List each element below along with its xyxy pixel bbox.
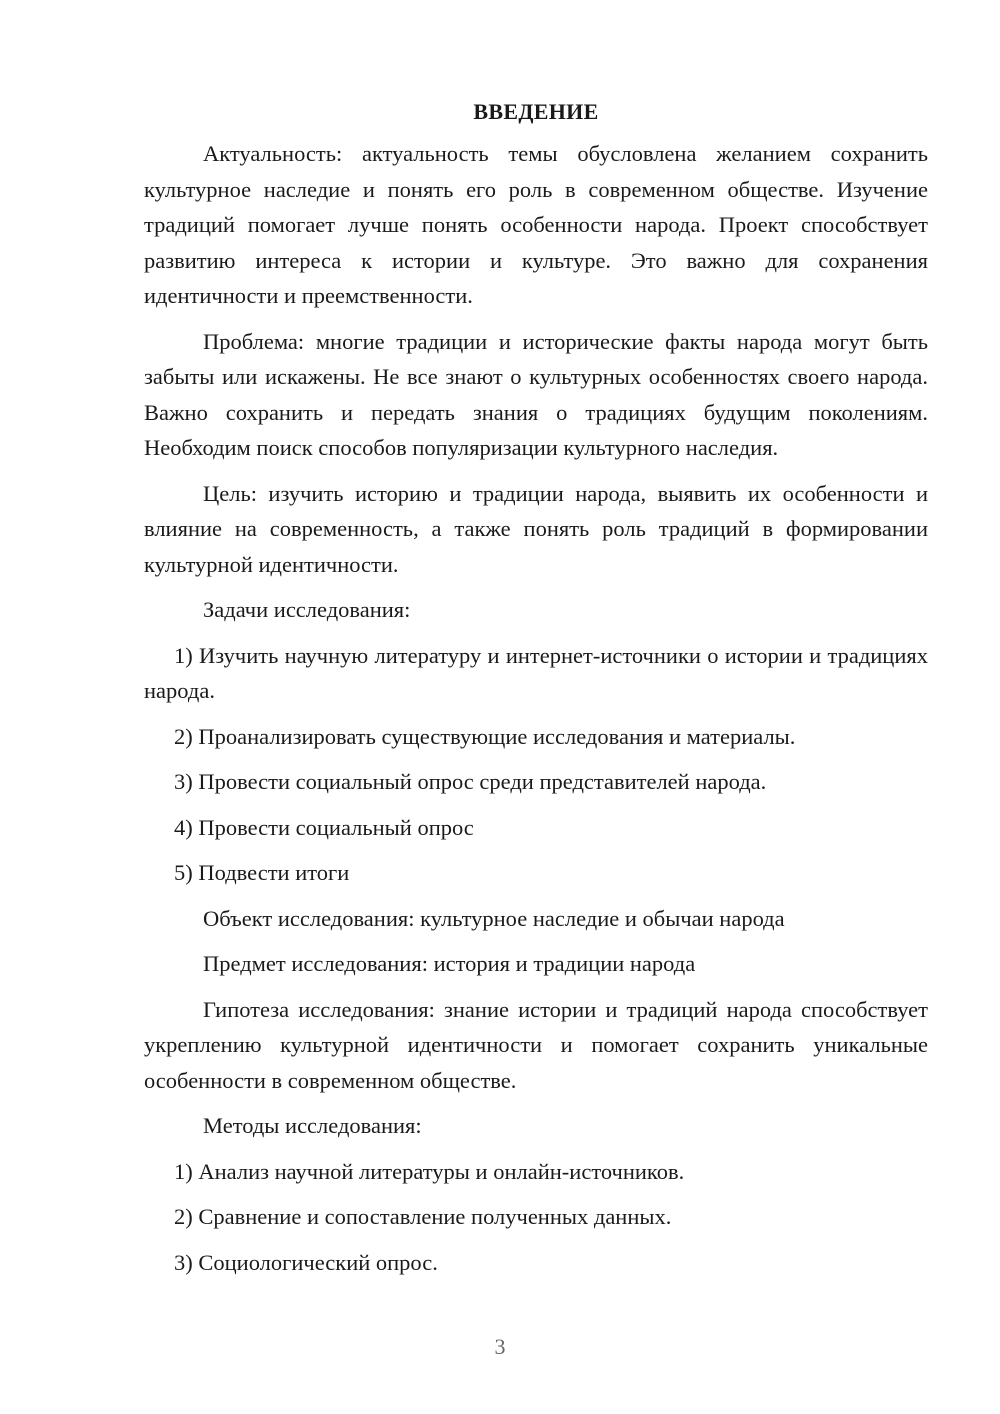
task-item: 1) Изучить научную литературу и интернет-источники о истории и традициях народа. (144, 642, 928, 703)
document-body (144, 94, 928, 1290)
methods-heading: Методы исследования: (203, 1113, 422, 1138)
tasks-list (144, 638, 928, 891)
method-item: 3) Социологический опрос. (174, 1249, 438, 1275)
task-item: 4) Провести социальный опрос (174, 814, 474, 840)
goal-paragraph: Цель: изучить историю и традиции народа, выявить их особенности и влияние на современность, а также понять роль традиций в формировании культурной идентичности. (144, 480, 928, 577)
relevance-paragraph: Актуальность: актуальность темы обусловлена желанием сохранить культурное наследие и понять его роль в современном обществе. Изучение традиций помогает лучше понять особенности народа. Проект способствует развитию интереса к истории и культуре. Это важно для сохранения идентичности и преемственности. (144, 141, 928, 308)
methods-list (144, 1154, 928, 1281)
task-item: 3) Провести социальный опрос среди представителей народа. (174, 769, 767, 794)
research-object: Объект исследования: культурное наследие и обычаи народа (203, 905, 785, 931)
problem-paragraph: Проблема: многие традиции и исторические факты народа могут быть забыты или искажены. Не все знают о культурных особенностях своего народа. Важно сохранить и передать знания о традициях будущим поколениям. Необходим поиск способов популяризации культурного наследия. (144, 328, 928, 460)
task-item: 5) Подвести итоги (174, 860, 350, 885)
method-item: 1) Анализ научной литературы и онлайн-источников. (174, 1158, 685, 1184)
method-item: 2) Сравнение и сопоставление полученных данных. (174, 1204, 672, 1229)
research-subject: Предмет исследования: история и традиции народа (203, 951, 696, 976)
tasks-heading: Задачи исследования: (203, 597, 411, 622)
page-number: 3 (494, 1334, 506, 1359)
hypothesis-paragraph: Гипотеза исследования: знание истории и традиций народа способствует укреплению культурной идентичности и помогает сохранить уникальные особенности в современном обществе. (144, 996, 928, 1093)
task-item: 2) Проанализировать существующие исследования и материалы. (174, 723, 796, 749)
section-title: ВВЕДЕНИЕ (473, 99, 599, 124)
